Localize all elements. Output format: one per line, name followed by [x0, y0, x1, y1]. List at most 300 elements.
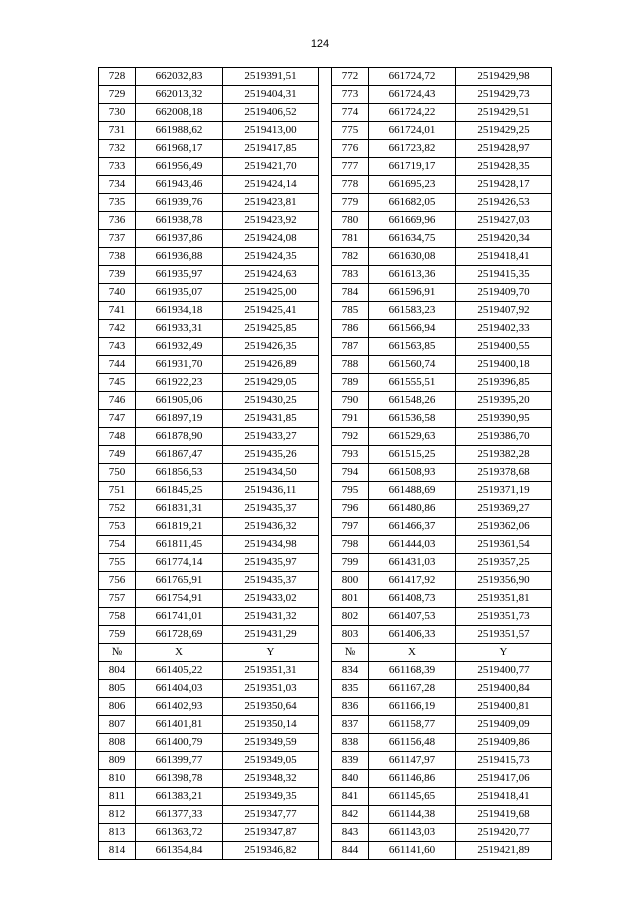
column-gap	[319, 356, 332, 374]
cell-num: 730	[99, 104, 136, 122]
cell-y: 2519409,70	[456, 284, 552, 302]
cell-num: 745	[99, 374, 136, 392]
cell-num: 843	[332, 824, 369, 842]
cell-num: 811	[99, 788, 136, 806]
cell-x: 661938,78	[136, 212, 223, 230]
column-gap	[319, 86, 332, 104]
column-gap	[319, 122, 332, 140]
table-row	[99, 536, 552, 554]
cell-x: 661723,82	[369, 140, 456, 158]
cell-y: 2519426,53	[456, 194, 552, 212]
cell-y: 2519429,05	[223, 374, 319, 392]
table-row	[99, 122, 552, 140]
column-gap	[319, 266, 332, 284]
cell-x: 661147,97	[369, 752, 456, 770]
cell-x: 661935,07	[136, 284, 223, 302]
cell-x: 661933,31	[136, 320, 223, 338]
cell-y: 2519424,63	[223, 266, 319, 284]
cell-num: 813	[99, 824, 136, 842]
cell-num: 794	[332, 464, 369, 482]
cell-y: 2519351,31	[223, 662, 319, 680]
cell-num: 799	[332, 554, 369, 572]
table-row	[99, 788, 552, 806]
column-gap	[319, 140, 332, 158]
cell-x: 661145,65	[369, 788, 456, 806]
cell-x: 661405,22	[136, 662, 223, 680]
cell-y: 2519400,84	[456, 680, 552, 698]
column-gap	[319, 446, 332, 464]
cell-x: 661724,22	[369, 104, 456, 122]
cell-x: 661143,03	[369, 824, 456, 842]
cell-y: 2519429,98	[456, 68, 552, 86]
cell-y: 2519425,85	[223, 320, 319, 338]
cell-num: 837	[332, 716, 369, 734]
cell-num: 795	[332, 482, 369, 500]
cell-num: 809	[99, 752, 136, 770]
column-gap	[319, 320, 332, 338]
cell-num: 741	[99, 302, 136, 320]
cell-y: 2519417,85	[223, 140, 319, 158]
cell-num: 752	[99, 500, 136, 518]
cell-x: 661158,77	[369, 716, 456, 734]
cell-num: 804	[99, 662, 136, 680]
column-gap	[319, 158, 332, 176]
cell-y: 2519400,81	[456, 698, 552, 716]
page-number: 124	[310, 38, 330, 50]
column-gap	[319, 734, 332, 752]
cell-x: 661146,86	[369, 770, 456, 788]
cell-x: 661724,72	[369, 68, 456, 86]
column-gap	[319, 230, 332, 248]
cell-num: 728	[99, 68, 136, 86]
column-gap	[319, 464, 332, 482]
cell-y: 2519371,19	[456, 482, 552, 500]
cell-y: 2519426,89	[223, 356, 319, 374]
column-gap	[319, 194, 332, 212]
table-row	[99, 626, 552, 644]
cell-y: 2519407,92	[456, 302, 552, 320]
cell-x: 661943,46	[136, 176, 223, 194]
cell-x: 661682,05	[369, 194, 456, 212]
cell-x: 661831,31	[136, 500, 223, 518]
table-row	[99, 320, 552, 338]
cell-num: 834	[332, 662, 369, 680]
cell-x: 661856,53	[136, 464, 223, 482]
cell-num: 779	[332, 194, 369, 212]
cell-x: 661168,39	[369, 662, 456, 680]
cell-x: 661377,33	[136, 806, 223, 824]
column-gap	[319, 374, 332, 392]
cell-num: 842	[332, 806, 369, 824]
cell-y: 2519431,85	[223, 410, 319, 428]
cell-num: 748	[99, 428, 136, 446]
cell-x: 661156,48	[369, 734, 456, 752]
header-num: №	[99, 644, 136, 662]
cell-num: 802	[332, 608, 369, 626]
cell-x: 661529,63	[369, 428, 456, 446]
cell-x: 661724,43	[369, 86, 456, 104]
cell-num: 841	[332, 788, 369, 806]
cell-x: 661354,84	[136, 842, 223, 860]
cell-y: 2519425,00	[223, 284, 319, 302]
cell-y: 2519418,41	[456, 788, 552, 806]
cell-y: 2519415,35	[456, 266, 552, 284]
cell-y: 2519357,25	[456, 554, 552, 572]
cell-y: 2519427,03	[456, 212, 552, 230]
cell-y: 2519386,70	[456, 428, 552, 446]
cell-num: 835	[332, 680, 369, 698]
cell-num: 776	[332, 140, 369, 158]
cell-num: 814	[99, 842, 136, 860]
cell-y: 2519382,28	[456, 446, 552, 464]
cell-num: 806	[99, 698, 136, 716]
cell-x: 662013,32	[136, 86, 223, 104]
cell-y: 2519434,98	[223, 536, 319, 554]
cell-x: 661695,23	[369, 176, 456, 194]
cell-x: 661399,77	[136, 752, 223, 770]
column-gap	[319, 410, 332, 428]
cell-y: 2519400,55	[456, 338, 552, 356]
cell-y: 2519391,51	[223, 68, 319, 86]
cell-num: 793	[332, 446, 369, 464]
header-y: Y	[456, 644, 552, 662]
cell-y: 2519350,14	[223, 716, 319, 734]
table-row	[99, 230, 552, 248]
cell-num: 781	[332, 230, 369, 248]
table-row	[99, 446, 552, 464]
cell-y: 2519423,81	[223, 194, 319, 212]
cell-x: 661765,91	[136, 572, 223, 590]
cell-num: 775	[332, 122, 369, 140]
cell-x: 661466,37	[369, 518, 456, 536]
cell-y: 2519351,73	[456, 608, 552, 626]
column-gap	[319, 626, 332, 644]
cell-num: 729	[99, 86, 136, 104]
cell-num: 734	[99, 176, 136, 194]
cell-num: 731	[99, 122, 136, 140]
cell-num: 783	[332, 266, 369, 284]
cell-y: 2519435,26	[223, 446, 319, 464]
cell-num: 791	[332, 410, 369, 428]
table-row	[99, 770, 552, 788]
header-row	[99, 644, 552, 662]
cell-y: 2519348,32	[223, 770, 319, 788]
cell-y: 2519430,25	[223, 392, 319, 410]
cell-num: 750	[99, 464, 136, 482]
cell-x: 661936,88	[136, 248, 223, 266]
table-row	[99, 158, 552, 176]
cell-x: 661383,21	[136, 788, 223, 806]
column-gap	[319, 104, 332, 122]
cell-y: 2519423,92	[223, 212, 319, 230]
column-gap	[319, 248, 332, 266]
table-row	[99, 482, 552, 500]
cell-y: 2519433,27	[223, 428, 319, 446]
cell-num: 758	[99, 608, 136, 626]
table-row	[99, 86, 552, 104]
cell-y: 2519356,90	[456, 572, 552, 590]
cell-num: 738	[99, 248, 136, 266]
table-row	[99, 572, 552, 590]
column-gap	[319, 554, 332, 572]
cell-x: 661811,45	[136, 536, 223, 554]
table-row	[99, 356, 552, 374]
cell-y: 2519424,08	[223, 230, 319, 248]
cell-num: 838	[332, 734, 369, 752]
cell-y: 2519350,64	[223, 698, 319, 716]
cell-y: 2519413,00	[223, 122, 319, 140]
cell-num: 790	[332, 392, 369, 410]
cell-x: 661563,85	[369, 338, 456, 356]
column-gap	[319, 788, 332, 806]
cell-num: 772	[332, 68, 369, 86]
cell-num: 756	[99, 572, 136, 590]
cell-x: 661897,19	[136, 410, 223, 428]
cell-num: 808	[99, 734, 136, 752]
cell-x: 661956,49	[136, 158, 223, 176]
column-gap	[319, 482, 332, 500]
cell-num: 801	[332, 590, 369, 608]
cell-x: 661724,01	[369, 122, 456, 140]
cell-num: 742	[99, 320, 136, 338]
cell-num: 796	[332, 500, 369, 518]
cell-num: 736	[99, 212, 136, 230]
table-row	[99, 464, 552, 482]
cell-num: 774	[332, 104, 369, 122]
cell-num: 735	[99, 194, 136, 212]
cell-x: 661931,70	[136, 356, 223, 374]
cell-x: 661402,93	[136, 698, 223, 716]
cell-x: 661741,01	[136, 608, 223, 626]
cell-x: 661932,49	[136, 338, 223, 356]
cell-y: 2519429,25	[456, 122, 552, 140]
cell-y: 2519349,59	[223, 734, 319, 752]
cell-y: 2519409,09	[456, 716, 552, 734]
cell-y: 2519349,05	[223, 752, 319, 770]
cell-x: 661363,72	[136, 824, 223, 842]
cell-num: 780	[332, 212, 369, 230]
cell-y: 2519425,41	[223, 302, 319, 320]
cell-y: 2519406,52	[223, 104, 319, 122]
cell-y: 2519434,50	[223, 464, 319, 482]
cell-num: 737	[99, 230, 136, 248]
cell-num: 840	[332, 770, 369, 788]
column-gap	[319, 698, 332, 716]
cell-y: 2519402,33	[456, 320, 552, 338]
table-row	[99, 338, 552, 356]
cell-y: 2519435,37	[223, 572, 319, 590]
cell-x: 661488,69	[369, 482, 456, 500]
cell-y: 2519417,06	[456, 770, 552, 788]
cell-x: 661867,47	[136, 446, 223, 464]
cell-y: 2519436,32	[223, 518, 319, 536]
cell-num: 759	[99, 626, 136, 644]
cell-x: 661560,74	[369, 356, 456, 374]
cell-num: 743	[99, 338, 136, 356]
cell-num: 844	[332, 842, 369, 860]
cell-y: 2519347,87	[223, 824, 319, 842]
column-gap	[319, 176, 332, 194]
coordinates-table	[98, 67, 552, 860]
column-gap	[319, 806, 332, 824]
cell-x: 661144,38	[369, 806, 456, 824]
cell-x: 661431,03	[369, 554, 456, 572]
cell-num: 784	[332, 284, 369, 302]
cell-num: 839	[332, 752, 369, 770]
cell-num: 788	[332, 356, 369, 374]
cell-x: 661555,51	[369, 374, 456, 392]
cell-y: 2519431,29	[223, 626, 319, 644]
cell-x: 661400,79	[136, 734, 223, 752]
cell-y: 2519404,31	[223, 86, 319, 104]
column-gap	[319, 644, 332, 662]
cell-y: 2519428,97	[456, 140, 552, 158]
cell-x: 661878,90	[136, 428, 223, 446]
cell-y: 2519409,86	[456, 734, 552, 752]
cell-num: 773	[332, 86, 369, 104]
cell-num: 732	[99, 140, 136, 158]
table-row	[99, 662, 552, 680]
cell-y: 2519351,81	[456, 590, 552, 608]
table-row	[99, 140, 552, 158]
cell-x: 661407,53	[369, 608, 456, 626]
cell-num: 798	[332, 536, 369, 554]
cell-x: 662032,83	[136, 68, 223, 86]
cell-x: 661508,93	[369, 464, 456, 482]
cell-num: 807	[99, 716, 136, 734]
cell-y: 2519435,37	[223, 500, 319, 518]
cell-num: 754	[99, 536, 136, 554]
cell-y: 2519420,34	[456, 230, 552, 248]
table-row	[99, 104, 552, 122]
column-gap	[319, 338, 332, 356]
column-gap	[319, 572, 332, 590]
cell-y: 2519400,18	[456, 356, 552, 374]
table-row	[99, 68, 552, 86]
table-row	[99, 842, 552, 860]
cell-num: 812	[99, 806, 136, 824]
cell-y: 2519420,77	[456, 824, 552, 842]
table-row	[99, 176, 552, 194]
cell-x: 661398,78	[136, 770, 223, 788]
table-row	[99, 374, 552, 392]
table-row	[99, 284, 552, 302]
cell-y: 2519424,14	[223, 176, 319, 194]
table-row	[99, 428, 552, 446]
cell-x: 661988,62	[136, 122, 223, 140]
cell-y: 2519362,06	[456, 518, 552, 536]
table-row	[99, 266, 552, 284]
cell-x: 661968,17	[136, 140, 223, 158]
table-row	[99, 752, 552, 770]
cell-num: 778	[332, 176, 369, 194]
cell-num: 800	[332, 572, 369, 590]
cell-x: 661596,91	[369, 284, 456, 302]
cell-num: 787	[332, 338, 369, 356]
cell-y: 2519421,70	[223, 158, 319, 176]
cell-x: 661141,60	[369, 842, 456, 860]
cell-x: 662008,18	[136, 104, 223, 122]
column-gap	[319, 752, 332, 770]
column-gap	[319, 680, 332, 698]
cell-y: 2519378,68	[456, 464, 552, 482]
cell-y: 2519435,97	[223, 554, 319, 572]
cell-y: 2519428,35	[456, 158, 552, 176]
cell-x: 661719,17	[369, 158, 456, 176]
table-row	[99, 680, 552, 698]
cell-num: 747	[99, 410, 136, 428]
cell-x: 661401,81	[136, 716, 223, 734]
column-gap	[319, 590, 332, 608]
cell-y: 2519429,73	[456, 86, 552, 104]
cell-y: 2519433,02	[223, 590, 319, 608]
cell-x: 661630,08	[369, 248, 456, 266]
table-row	[99, 734, 552, 752]
table-row	[99, 500, 552, 518]
cell-y: 2519418,41	[456, 248, 552, 266]
table-row	[99, 392, 552, 410]
cell-num: 782	[332, 248, 369, 266]
cell-num: 785	[332, 302, 369, 320]
cell-x: 661905,06	[136, 392, 223, 410]
cell-y: 2519415,73	[456, 752, 552, 770]
table-row	[99, 194, 552, 212]
cell-num: 836	[332, 698, 369, 716]
cell-y: 2519400,77	[456, 662, 552, 680]
table-row	[99, 518, 552, 536]
table-row	[99, 212, 552, 230]
cell-x: 661566,94	[369, 320, 456, 338]
cell-num: 810	[99, 770, 136, 788]
column-gap	[319, 392, 332, 410]
header-x: X	[369, 644, 456, 662]
cell-num: 789	[332, 374, 369, 392]
cell-x: 661515,25	[369, 446, 456, 464]
table-row	[99, 716, 552, 734]
cell-y: 2519421,89	[456, 842, 552, 860]
cell-y: 2519390,95	[456, 410, 552, 428]
cell-x: 661166,19	[369, 698, 456, 716]
cell-y: 2519369,27	[456, 500, 552, 518]
column-gap	[319, 536, 332, 554]
header-x: X	[136, 644, 223, 662]
cell-y: 2519395,20	[456, 392, 552, 410]
column-gap	[319, 824, 332, 842]
cell-y: 2519428,17	[456, 176, 552, 194]
cell-num: 805	[99, 680, 136, 698]
cell-x: 661634,75	[369, 230, 456, 248]
cell-x: 661937,86	[136, 230, 223, 248]
column-gap	[319, 842, 332, 860]
cell-num: 797	[332, 518, 369, 536]
cell-num: 740	[99, 284, 136, 302]
cell-x: 661819,21	[136, 518, 223, 536]
column-gap	[319, 608, 332, 626]
cell-x: 661728,69	[136, 626, 223, 644]
column-gap	[319, 68, 332, 86]
cell-num: 753	[99, 518, 136, 536]
column-gap	[319, 212, 332, 230]
cell-num: 749	[99, 446, 136, 464]
cell-x: 661404,03	[136, 680, 223, 698]
cell-x: 661417,92	[369, 572, 456, 590]
table-row	[99, 554, 552, 572]
cell-y: 2519361,54	[456, 536, 552, 554]
table-row	[99, 824, 552, 842]
column-gap	[319, 500, 332, 518]
cell-x: 661754,91	[136, 590, 223, 608]
table-row	[99, 590, 552, 608]
